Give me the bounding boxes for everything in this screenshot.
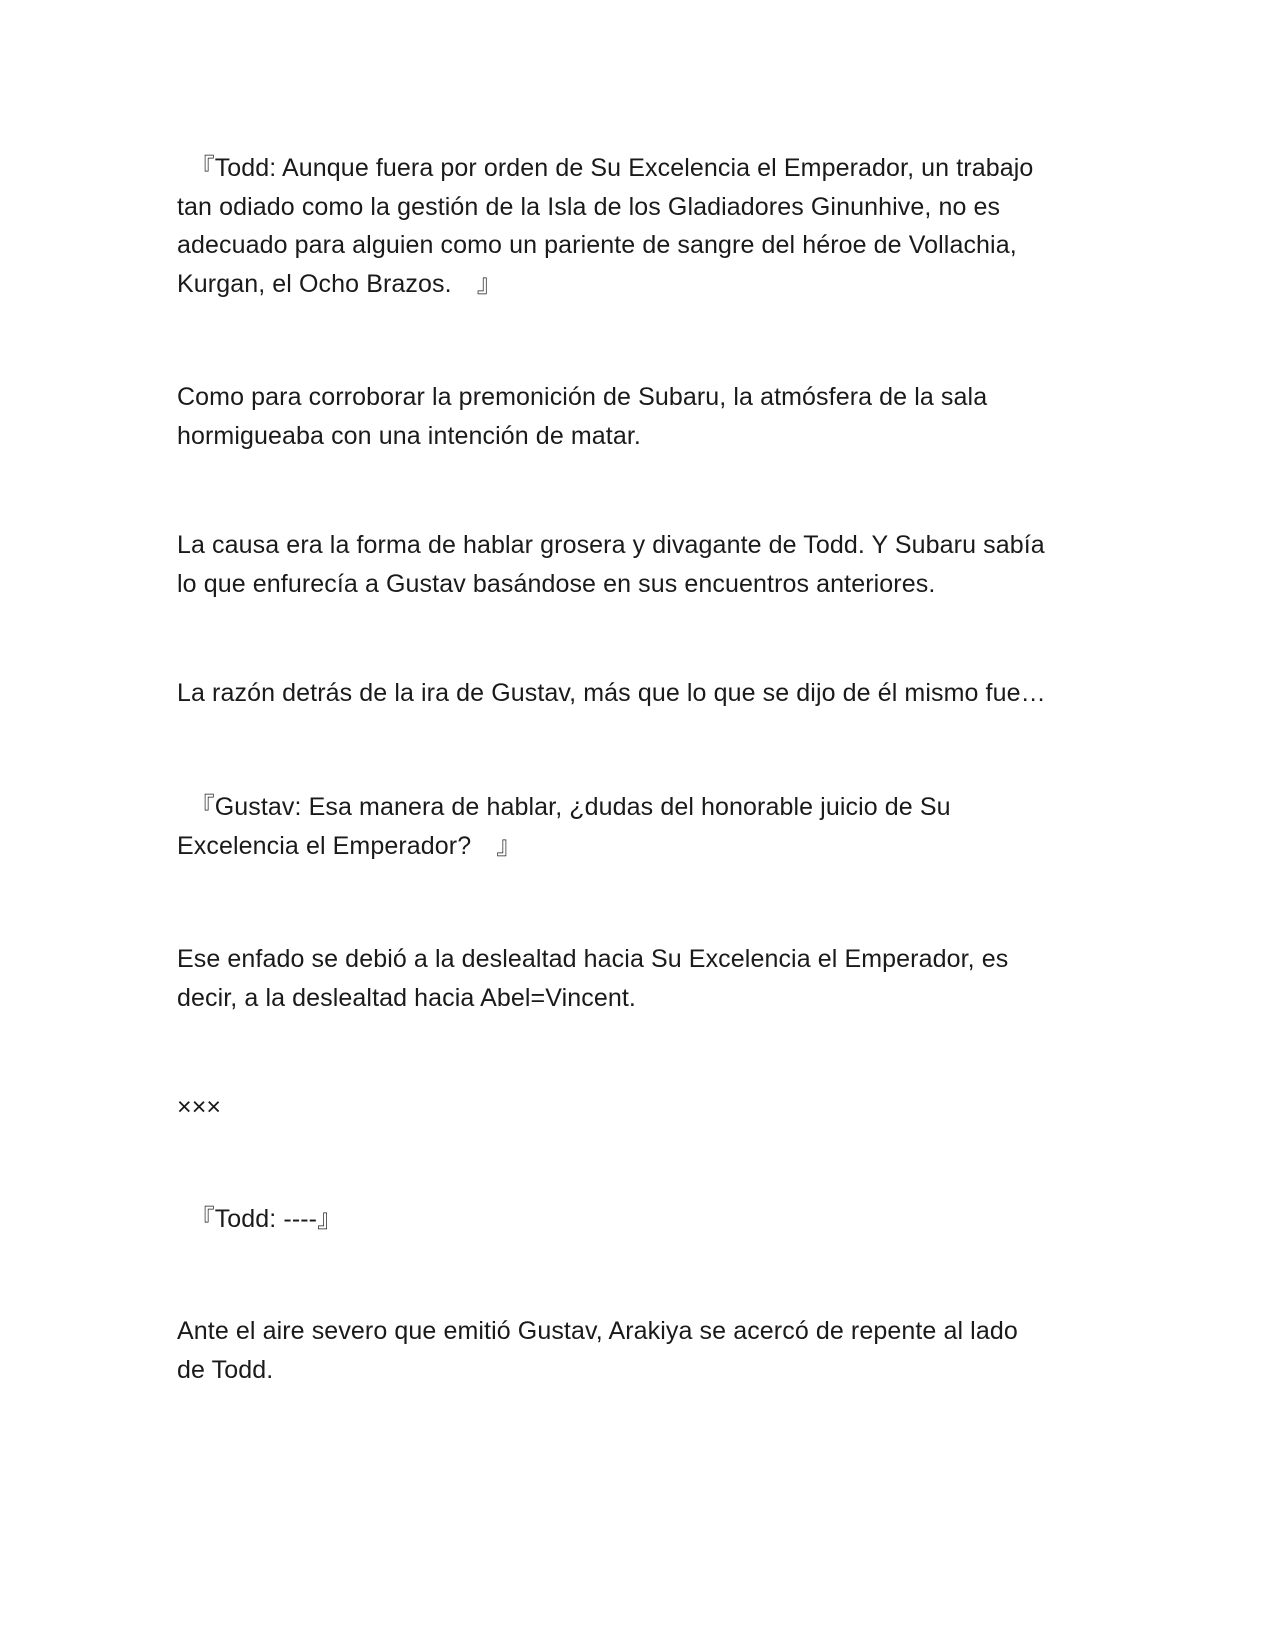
text-line: Kurgan, el Ocho Brazos. 』: [177, 269, 502, 298]
dialogue-gustav-paragraph: [177, 788, 1097, 865]
text-line: Excelencia el Emperador? 』: [177, 831, 522, 860]
text-line: hormigueaba con una intención de matar.: [177, 421, 641, 450]
text-line: Ante el aire severo que emitió Gustav, Arakiya se acercó de repente al lado: [177, 1317, 1018, 1345]
text-line: Ese enfado se debió a la deslealtad hacia Su Excelencia el Emperador, es: [177, 945, 1009, 973]
text-line: La causa era la forma de hablar grosera y divagante de Todd. Y Subaru sabía: [177, 531, 1045, 559]
text-line: 『Gustav: Esa manera de hablar, ¿dudas del honorable juicio de Su: [177, 793, 951, 821]
dialogue-todd-paragraph: [177, 149, 1097, 303]
narration-paragraph: [177, 1312, 1097, 1389]
narration-paragraph: [177, 940, 1097, 1017]
text-line: tan odiado como la gestión de la Isla de los Gladiadores Ginunhive, no es: [177, 192, 1001, 221]
narration-paragraph: [177, 378, 1097, 455]
text-line: lo que enfurecía a Gustav basándose en sus encuentros anteriores.: [177, 569, 936, 598]
scene-break: [177, 1088, 1097, 1127]
text-line: adecuado para alguien como un pariente de sangre del héroe de Vollachia,: [177, 231, 1017, 259]
dialogue-todd-paragraph: [177, 1200, 1097, 1239]
narration-paragraph: [177, 526, 1097, 603]
text-line: Como para corroborar la premonición de Subaru, la atmósfera de la sala: [177, 383, 988, 411]
text-line: de Todd.: [177, 1355, 274, 1384]
narration-paragraph: [177, 674, 1097, 713]
text-line: 『Todd: ----』: [177, 1205, 343, 1233]
text-line: ×××: [177, 1093, 222, 1121]
text-line: 『Todd: Aunque fuera por orden de Su Excelencia el Emperador, un trabajo: [177, 154, 1034, 182]
text-line: decir, a la deslealtad hacia Abel=Vincent.: [177, 983, 636, 1012]
text-line: La razón detrás de la ira de Gustav, más que lo que se dijo de él mismo fue…: [177, 679, 1046, 707]
